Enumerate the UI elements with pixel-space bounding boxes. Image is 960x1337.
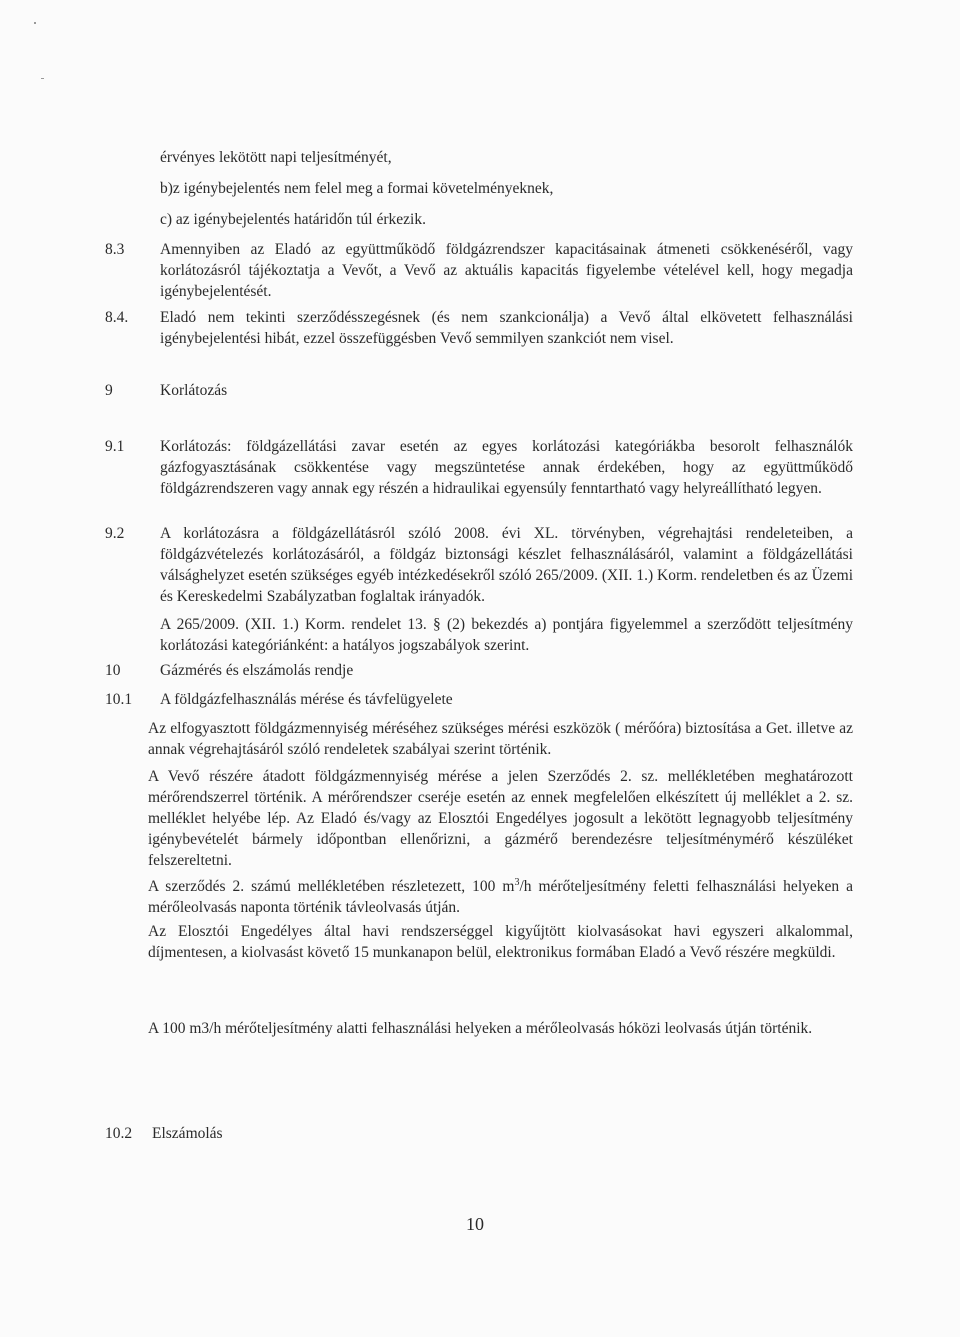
heading-gazmeres: Gázmérés és elszámolás rendje <box>160 662 354 679</box>
section-number-9-2: 9.2 <box>105 525 125 542</box>
heading-korlatozas: Korlátozás <box>160 382 228 399</box>
heading-elszamolas: Elszámolás <box>152 1125 223 1142</box>
list-item-a: érvényes lekötött napi teljesítményét, <box>160 149 392 166</box>
list-item-c: c) az igénybejelentés határidőn túl érkezik. <box>160 211 426 228</box>
section-number-8-4: 8.4. <box>105 309 129 326</box>
section-8-3-text: Amennyiben az Eladó az együttműködő földgázrendszer kapacitásainak átmeneti csökkenéséről, vagy korlátozásról tájékoztatja a Vevőt, a Vevő az aktuális kapacitás figyelembe vételével kell, hogy megadja igénybejelentését. <box>160 241 853 300</box>
section-10-1-paragraph-1: Az elfogyasztott földgázmennyiség méréséhez szükséges mérési eszközök ( mérőóra) biztosítása a Get. illetve az annak végrehajtásáról szóló rendeletek szabályai szerint történik. <box>148 720 853 758</box>
paragraph-3-part-a: A szerződés 2. számú mellékletében részletezett, 100 m <box>148 878 515 895</box>
section-9-2-text: A korlátozásra a földgázellátásról szóló 2008. évi XL. törvényben, végrehajtási rendeleteiben, a földgázvételezés korlátozásáról, a földgáz biztonsági készlet felhasználásáról, valamint a földgázellátási válsághelyzet esetén szükséges egyéb intézkedésekről szóló 265/2009. (XII. 1.) Korm. rendeletben és az Üzemi és Kereskedelmi Szabályzatban foglaltak irányadók. <box>160 525 853 605</box>
page-number: 10 <box>466 1214 484 1234</box>
section-9-2-text-2: A 265/2009. (XII. 1.) Korm. rendelet 13. § (2) bekezdés a) pontjára figyelemmel a szerződött teljesítmény korlátozási kategóriánként: a hatályos jogszabályok szerint. <box>160 616 853 654</box>
list-item-b: b)z igénybejelentés nem felel meg a formai követelményeknek, <box>160 180 554 197</box>
section-10-1-paragraph-4: Az Elosztói Engedélyes által havi rendszerséggel kigyűjtött kiolvasásokat havi egyszeri alkalommal, díjmentesen, a kiolvasást követő 15 munkanapon belül, elektronikus formában Eladó a Vevő részére megküldi. <box>148 923 853 961</box>
superscript-3: 3 <box>514 876 520 888</box>
section-10-1-paragraph-5: A 100 m3/h mérőteljesítmény alatti felhasználási helyeken a mérőleolvasás hóközi leolvasás útján történik. <box>148 1020 813 1037</box>
heading-meres-tavfelugyelet: A földgázfelhasználás mérése és távfelügyelete <box>160 691 453 708</box>
section-number-10-1: 10.1 <box>105 691 133 708</box>
scan-speck <box>41 78 44 79</box>
heading-number-10: 10 <box>105 662 121 679</box>
section-number-8-3: 8.3 <box>105 241 125 258</box>
section-8-4-text: Eladó nem tekinti szerződésszegésnek (és nem szankcionálja) a Vevő által elkövetett felhasználási igénybejelentési hibát, ezzel összefüggésben Vevő semmilyen szankciót nem visel. <box>160 309 853 347</box>
scan-speck <box>34 22 36 24</box>
section-10-1-paragraph-2: A Vevő részére átadott földgázmennyiség mérése a jelen Szerződés 2. sz. mellékletében meghatározott mérőrendszerrel történik. A mérőrendszer cseréje esetén az ennek megfelelően elkészített új melléklet a 2. sz. melléklet helyébe lép. Az Eladó és/vagy az Elosztói Engedélyes jogosult a lekötött legnagyobb teljesítmény igénybevételét bármely időpontban ellenőrizni, a gázmérő berendezésre teljesítménymérő készüléket felszereltetni. <box>148 768 853 869</box>
paragraph-3-part-b: /h mérőteljesítmény feletti felhasználási helyeken a mérőleolvasás naponta történik távleolvasás útján. <box>148 878 853 916</box>
heading-number-9: 9 <box>105 382 113 399</box>
section-number-9-1: 9.1 <box>105 438 125 455</box>
section-number-10-2: 10.2 <box>105 1125 133 1142</box>
section-9-1-text: Korlátozás: földgázellátási zavar esetén az egyes korlátozási kategóriákba besorolt felhasználók gázfogyasztásának csökkentése vagy megszüntetése annak érdekében, hogy az együttműködő földgázrendszeren vagy annak egy részén a hidraulikai egyensúly fenntartható vagy helyreállítható legyen. <box>160 438 853 497</box>
section-10-1-paragraph-3 <box>148 876 853 918</box>
